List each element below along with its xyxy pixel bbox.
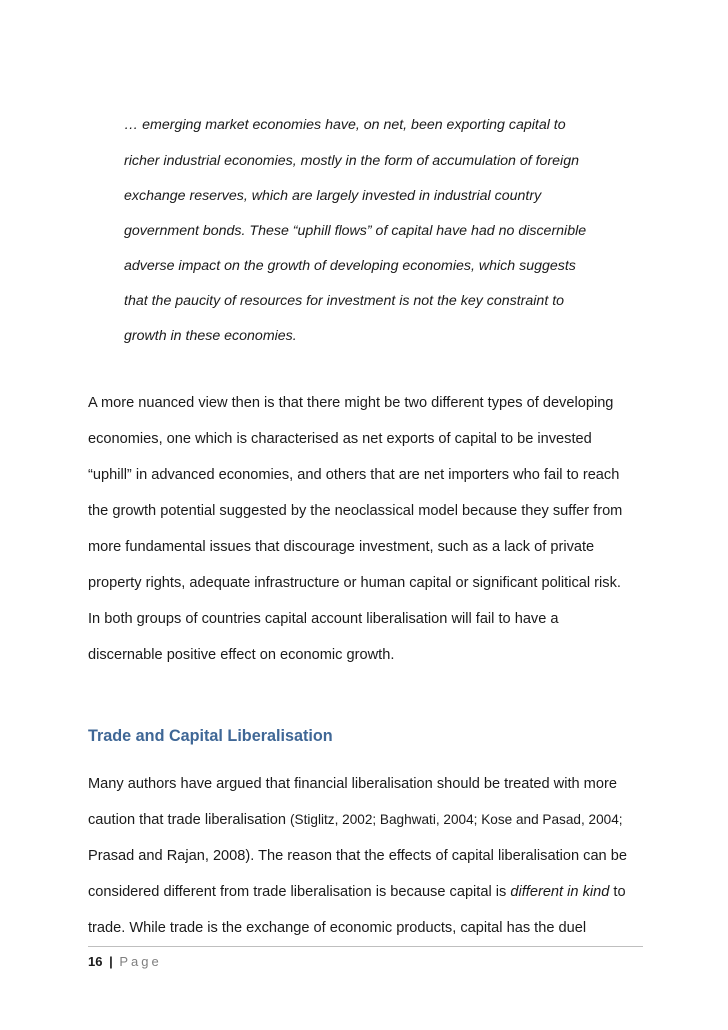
paragraph-line: “uphill” in advanced economies, and others that are net importers who fail to reach bbox=[88, 467, 620, 483]
quote-line: that the paucity of resources for investment is not the key constraint to bbox=[124, 293, 565, 309]
quote-line: richer industrial economies, mostly in the form of accumulation of foreign bbox=[124, 153, 579, 169]
emphasis-text: different in kind bbox=[510, 884, 610, 900]
quote-line: adverse impact on the growth of developing economies, which suggests bbox=[124, 258, 576, 274]
footer-separator: | bbox=[109, 954, 113, 969]
citation: (Stiglitz, 2002; Baghwati, 2004; Kose and Pasad, 2004; bbox=[290, 812, 623, 827]
page-footer bbox=[88, 954, 162, 969]
section-heading: Trade and Capital Liberalisation bbox=[88, 727, 333, 745]
paragraph-text: considered different from trade liberalisation is because capital is bbox=[88, 884, 511, 900]
paragraph-line: more fundamental issues that discourage investment, such as a lack of private bbox=[88, 539, 595, 555]
quote-line: growth in these economies. bbox=[124, 328, 297, 344]
paragraph-line: In both groups of countries capital account liberalisation will fail to have a bbox=[88, 611, 559, 627]
footer-divider bbox=[88, 946, 643, 947]
paragraph-line: Many authors have argued that financial liberalisation should be treated with more bbox=[88, 776, 617, 792]
paragraph-line: Prasad and Rajan, 2008). The reason that the effects of capital liberalisation can be bbox=[88, 848, 627, 864]
paragraph-line: the growth potential suggested by the neoclassical model because they suffer from bbox=[88, 503, 623, 519]
paragraph-text: to bbox=[609, 884, 626, 900]
paragraph-line: property rights, adequate infrastructure or human capital or significant political risk. bbox=[88, 575, 621, 591]
paragraph-line: discernable positive effect on economic growth. bbox=[88, 647, 395, 663]
page-number: 16 bbox=[88, 954, 103, 969]
quote-line: government bonds. These “uphill flows” of capital have had no discernible bbox=[124, 223, 587, 239]
paragraph-line: A more nuanced view then is that there might be two different types of developing bbox=[88, 395, 614, 411]
paragraph-text: caution that trade liberalisation bbox=[88, 812, 291, 828]
paragraph-line: trade. While trade is the exchange of economic products, capital has the duel bbox=[88, 920, 587, 936]
page-label: Page bbox=[119, 954, 162, 969]
quote-line: … emerging market economies have, on net, been exporting capital to bbox=[124, 117, 566, 133]
paragraph-line: economies, one which is characterised as net exports of capital to be invested bbox=[88, 431, 592, 447]
quote-line: exchange reserves, which are largely invested in industrial country bbox=[124, 188, 542, 204]
paragraph-line bbox=[88, 811, 623, 829]
paragraph-line bbox=[88, 883, 626, 901]
